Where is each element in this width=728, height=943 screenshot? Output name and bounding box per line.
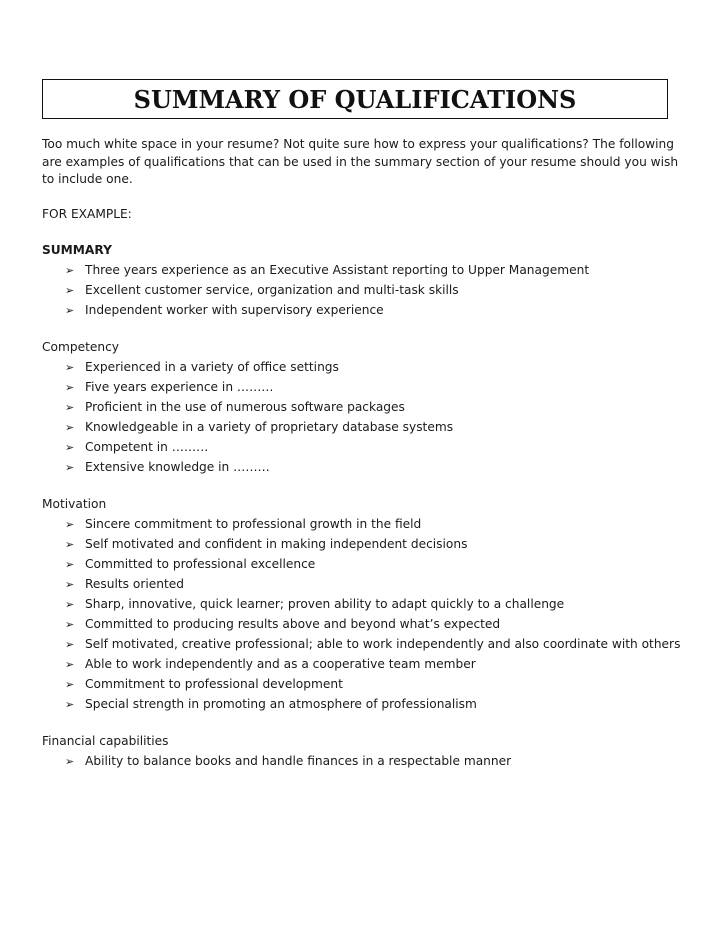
arrow-bullet-icon: ➢: [65, 638, 75, 651]
competency-section: [42, 337, 692, 477]
arrow-bullet-icon: ➢: [65, 518, 75, 531]
arrow-bullet-icon: ➢: [65, 284, 75, 297]
list-item: [42, 554, 692, 574]
list-item: [42, 594, 692, 614]
list-item-text: Committed to professional excellence: [85, 557, 316, 571]
list-item-text: Sincere commitment to professional growth in the field: [85, 517, 422, 531]
list-item-text: Committed to producing results above and beyond what’s expected: [85, 617, 501, 631]
list-item-text: Self motivated, creative professional; able to work independently and also coordinate with others: [85, 637, 681, 651]
intro-line: are examples of qualifications that can be used in the summary section of your resume should you wish: [42, 154, 679, 169]
arrow-bullet-icon: ➢: [65, 381, 75, 394]
list-item: [42, 357, 692, 377]
list-item-text: Able to work independently and as a cooperative team member: [85, 657, 476, 671]
arrow-bullet-icon: ➢: [65, 558, 75, 571]
arrow-bullet-icon: ➢: [65, 361, 75, 374]
list-item: [42, 457, 692, 477]
list-item: [42, 751, 692, 771]
arrow-bullet-icon: ➢: [65, 421, 75, 434]
summary-heading: SUMMARY: [42, 243, 112, 257]
list-item-text: Results oriented: [85, 577, 184, 591]
arrow-bullet-icon: ➢: [65, 678, 75, 691]
arrow-bullet-icon: ➢: [65, 618, 75, 631]
financial-heading: Financial capabilities: [42, 734, 169, 748]
list-item-text: Five years experience in ………: [85, 380, 274, 394]
motivation-heading: Motivation: [42, 497, 107, 511]
list-item: [42, 300, 692, 320]
list-item: [42, 694, 692, 714]
list-item-text: Independent worker with supervisory experience: [85, 303, 384, 317]
list-item: [42, 614, 692, 634]
list-item: [42, 417, 692, 437]
motivation-section: [42, 494, 692, 714]
list-item-text: Sharp, innovative, quick learner; proven ability to adapt quickly to a challenge: [85, 597, 565, 611]
list-item: [42, 280, 692, 300]
list-item: [42, 377, 692, 397]
financial-section: [42, 731, 692, 771]
arrow-bullet-icon: ➢: [65, 538, 75, 551]
arrow-bullet-icon: ➢: [65, 441, 75, 454]
list-item-text: Experienced in a variety of office settings: [85, 360, 339, 374]
page-title: SUMMARY OF QUALIFICATIONS: [133, 84, 577, 114]
list-item-text: Special strength in promoting an atmosphere of professionalism: [85, 697, 477, 711]
list-item-text: Ability to balance books and handle finances in a respectable manner: [85, 754, 512, 768]
intro-paragraph: [42, 136, 692, 189]
competency-heading: Competency: [42, 340, 119, 354]
arrow-bullet-icon: ➢: [65, 304, 75, 317]
list-item-text: Competent in ………: [85, 440, 209, 454]
list-item: [42, 634, 692, 654]
list-item: [42, 654, 692, 674]
arrow-bullet-icon: ➢: [65, 401, 75, 414]
list-item-text: Extensive knowledge in ………: [85, 460, 270, 474]
list-item: [42, 534, 692, 554]
list-item-text: Self motivated and confident in making independent decisions: [85, 537, 468, 551]
list-item: [42, 674, 692, 694]
list-item-text: Three years experience as an Executive Assistant reporting to Upper Management: [85, 263, 590, 277]
for-example-label: FOR EXAMPLE:: [42, 206, 132, 221]
summary-section: [42, 240, 692, 320]
title-box: [42, 79, 668, 119]
document-body: [42, 136, 692, 771]
list-item: [42, 260, 692, 280]
arrow-bullet-icon: ➢: [65, 461, 75, 474]
arrow-bullet-icon: ➢: [65, 264, 75, 277]
arrow-bullet-icon: ➢: [65, 578, 75, 591]
list-item: [42, 514, 692, 534]
arrow-bullet-icon: ➢: [65, 755, 75, 768]
list-item-text: Commitment to professional development: [85, 677, 343, 691]
arrow-bullet-icon: ➢: [65, 598, 75, 611]
list-item: [42, 397, 692, 417]
list-item: [42, 437, 692, 457]
intro-line: to include one.: [42, 172, 133, 186]
list-item-text: Knowledgeable in a variety of proprietary database systems: [85, 420, 454, 434]
list-item-text: Proficient in the use of numerous software packages: [85, 400, 405, 414]
list-item-text: Excellent customer service, organization and multi-task skills: [85, 283, 459, 297]
arrow-bullet-icon: ➢: [65, 698, 75, 711]
list-item: [42, 574, 692, 594]
intro-line: Too much white space in your resume? Not quite sure how to express your qualifications? The following: [42, 137, 674, 151]
arrow-bullet-icon: ➢: [65, 658, 75, 671]
